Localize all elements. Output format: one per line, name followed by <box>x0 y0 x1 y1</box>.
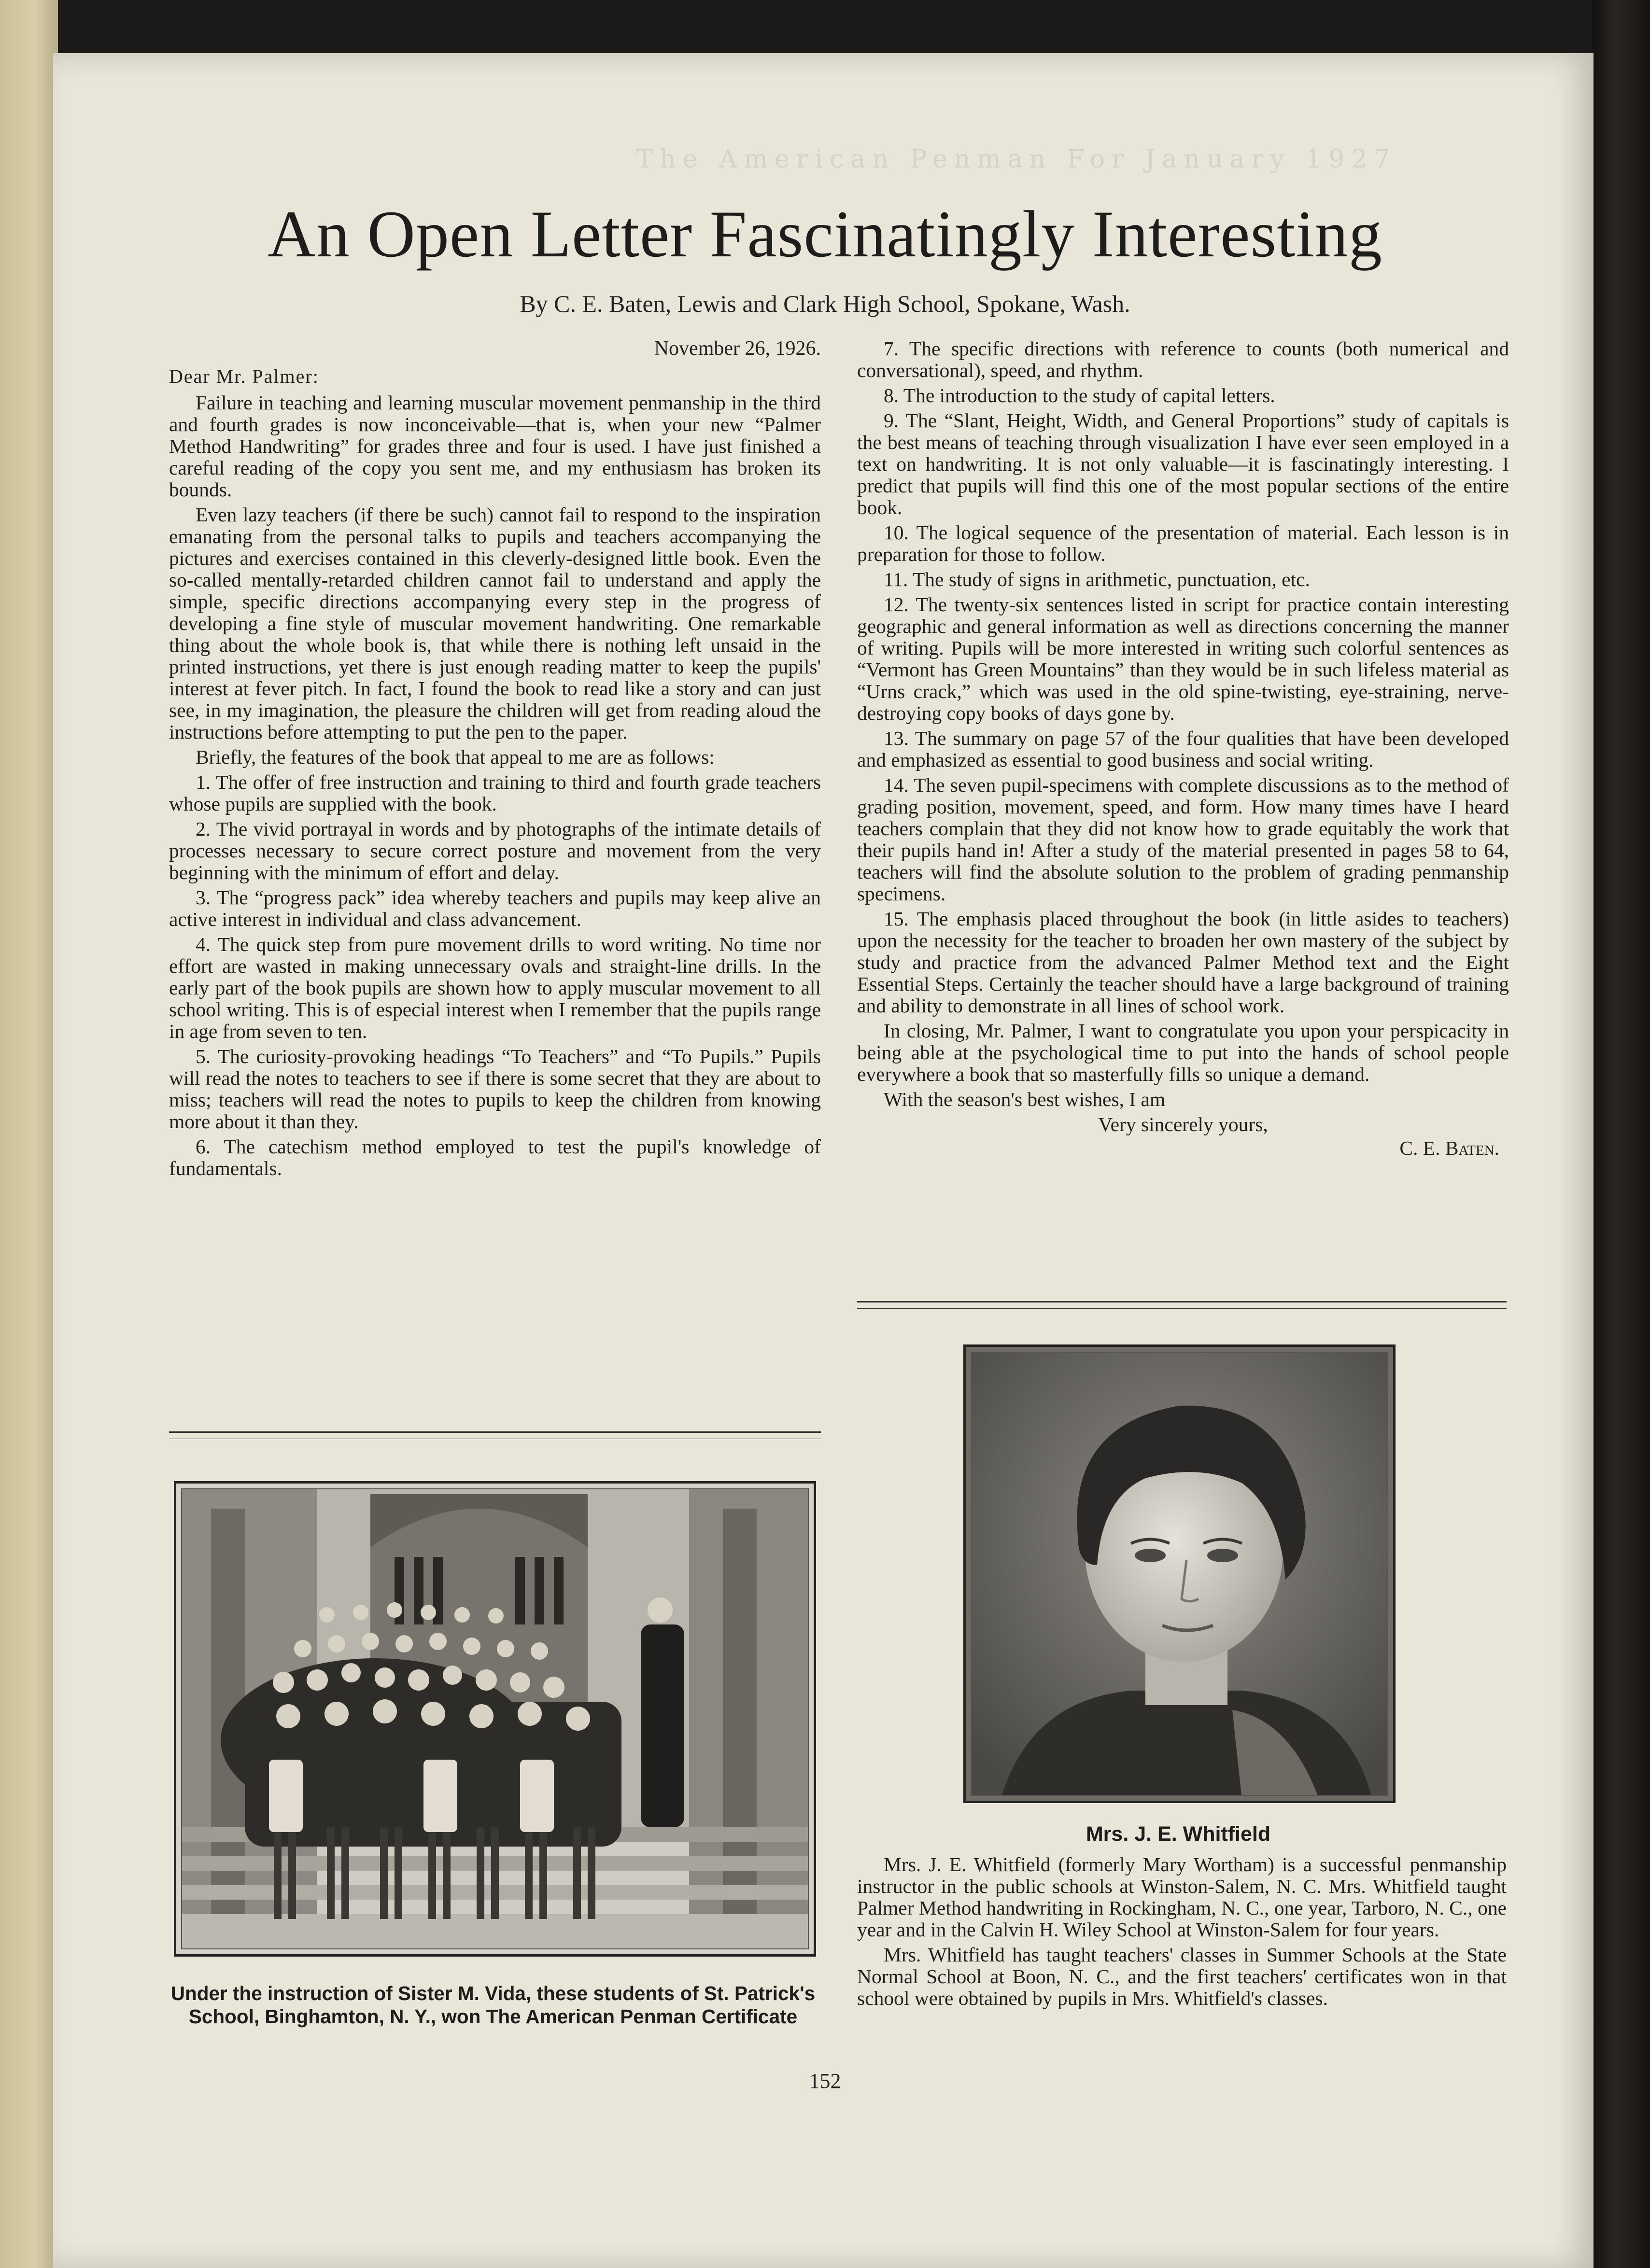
letter-paragraph: Even lazy teachers (if there be such) cannot fail to respond to the inspiration emanating from the personal talks to pupils and teachers accompanying the pictures and exercises contained in this cleverly-designed little book. Even the so-called mentally-retarded children cannot fail to understand and apply the simple, specific directions accompanying every step in the progress of developing a fine style of muscular movement handwriting. One remarkable thing about the whole book is, that while there is nothing left unsaid in the printed instructions, yet there is just enough reading matter to keep the pupils' interest at fever pitch. In fact, I found the book to read like a story and can just see, in my imagination, the pleasure the children will get from reading aloud the instructions before attempting to put the pen to the paper. <box>169 504 821 743</box>
feature-item: 8. The introduction to the study of capital letters. <box>884 384 1275 406</box>
divider-left <box>169 1431 821 1433</box>
feature-item: 11. The study of signs in arithmetic, punctuation, etc. <box>884 568 1310 590</box>
letter-signature: C. E. Baten. <box>1399 1137 1499 1159</box>
portrait-paragraph: Mrs. J. E. Whitfield (formerly Mary Wortham) is a successful penmanship instructor in the public schools at Winston-Salem, N. C. Mrs. Whitfield taught Palmer Method handwriting in Rockingham, N. C., one year, Tarboro, N. C., one year and in the Calvin H. Wiley School at Winston-Salem for four years. <box>857 1853 1507 1941</box>
letter-paragraph: Briefly, the features of the book that appeal to me are as follows: <box>196 746 715 768</box>
letter-signoff: Very sincerely yours, <box>1098 1113 1268 1135</box>
letter-salutation: Dear Mr. Palmer: <box>169 365 319 387</box>
feature-item: 9. The “Slant, Height, Width, and General Proportions” study of capitals is the best means of teaching through visualization I have ever seen employed in a text on handwriting. It is not only valuable—it is fascinatingly interesting. I predict that pupils will find this one of the most popular sections of the entire book. <box>857 409 1509 518</box>
feature-item: 3. The “progress pack” idea whereby teachers and pupils may keep alive an active interest in individual and class advancement. <box>169 886 821 930</box>
scan-background-right <box>1592 0 1650 2268</box>
feature-item: 2. The vivid portrayal in words and by photographs of the intimate details of processes necessary to secure correct posture and movement from the very beginning with the minimum of effort and delay. <box>169 818 821 883</box>
woman-portrait-illustration <box>972 1353 1388 1796</box>
right-column <box>857 338 1509 1159</box>
scan-background-left <box>0 0 58 2268</box>
feature-item: 14. The seven pupil-specimens with complete discussions as to the method of grading position, movement, speed, and form. How many times have I heard teachers complain that they did not know how to grade equitably the work that their pupils hand in! After a study of the material presented in pages 58 to 64, teachers will find the absolute solution to the problem of grading penmanship specimens. <box>857 774 1509 905</box>
divider-right-thin <box>857 1308 1507 1309</box>
page-number: 152 <box>809 2069 841 2093</box>
group-photo-caption: Under the instruction of Sister M. Vida, these students of St. Patrick's School, Binghamton, N. Y., won The American Penman Certificate <box>170 1982 816 2028</box>
article-title: An Open Letter Fascinatingly Interesting <box>268 197 1382 271</box>
portrait-caption-body <box>857 1854 1507 2013</box>
feature-item: 12. The twenty-six sentences listed in script for practice contain interesting geographic and general information as well as directions concerning the manner of writing. Pupils will be more interested in writing such colorful sentences as “Vermont has Green Mountains” than they would be in such lifeless material as “Urns crack,” which was used in the old spine-twisting, eye-straining, nerve-destroying copy books of days gone by. <box>857 593 1509 724</box>
portrait-paragraph: Mrs. Whitfield has taught teachers' classes in Summer Schools at the State Normal School at Boon, N. C., and the first teachers' certificates won in that school were obtained by pupils in Mrs. Whitfield's classes. <box>857 1944 1507 2009</box>
article-byline: By C. E. Baten, Lewis and Clark High School, Spokane, Wash. <box>520 290 1130 317</box>
feature-item: 1. The offer of free instruction and training to third and fourth grade teachers whose pupils are supplied with the book. <box>169 771 821 815</box>
portrait-photo <box>963 1344 1396 1803</box>
feature-item: 15. The emphasis placed throughout the book (in little asides to teachers) upon the necessity for the teacher to broaden her own mastery of the subject by study and practice from the advanced Palmer Method text and the Eight Essential Steps. Certainly the teacher should have a large background of training and ability to demonstrate in all lines of school work. <box>857 908 1509 1017</box>
letter-paragraph: Failure in teaching and learning muscular movement penmanship in the third and fourth grades is now inconceivable—that is, when your new “Palmer Method Handwriting” for grades three and four is used. I have just finished a careful reading of the copy you sent me, and my enthusiasm has broken its bounds. <box>169 392 821 501</box>
letter-date: November 26, 1926. <box>654 337 821 360</box>
portrait-caption-title: Mrs. J. E. Whitfield <box>1086 1822 1271 1846</box>
divider-right <box>857 1301 1507 1302</box>
portrait-image <box>971 1352 1388 1796</box>
feature-item: 7. The specific directions with reference to counts (both numerical and conversational), speed, and rhythm. <box>857 337 1509 381</box>
feature-item: 13. The summary on page 57 of the four qualities that have been developed and emphasized as essential to good business and social writing. <box>857 727 1509 771</box>
left-column <box>169 338 821 1183</box>
closing-paragraph: In closing, Mr. Palmer, I want to congratulate you upon your perspicacity in being able at the psychological time to put into the hands of school people everywhere a book that so masterfully fills so unique a demand. <box>857 1020 1509 1085</box>
group-photo <box>174 1481 816 1957</box>
bleed-through-header: The American Penman For January 1927 <box>636 145 1397 174</box>
church-students-illustration <box>182 1489 809 1949</box>
feature-item: 10. The logical sequence of the presentation of material. Each lesson is in preparation for those to follow. <box>857 521 1509 565</box>
feature-item: 6. The catechism method employed to test the pupil's knowledge of fundamentals. <box>169 1135 821 1179</box>
feature-item: 4. The quick step from pure movement drills to word writing. No time nor effort are wasted in making unnecessary ovals and straight-line drills. In the early part of the book pupils are shown how to apply muscular movement to all school writing. This is of especial interest when I remember that the pupils range in age from seven to ten. <box>169 933 821 1042</box>
feature-item: 5. The curiosity-provoking headings “To Teachers” and “To Pupils.” Pupils will read the notes to teachers to see if there is some secret that they are about to miss; teachers will read the notes to pupils to keep the children from knowing more about it than they. <box>169 1045 821 1133</box>
group-photo-image <box>181 1488 809 1949</box>
closing-wishes: With the season's best wishes, I am <box>884 1088 1166 1110</box>
